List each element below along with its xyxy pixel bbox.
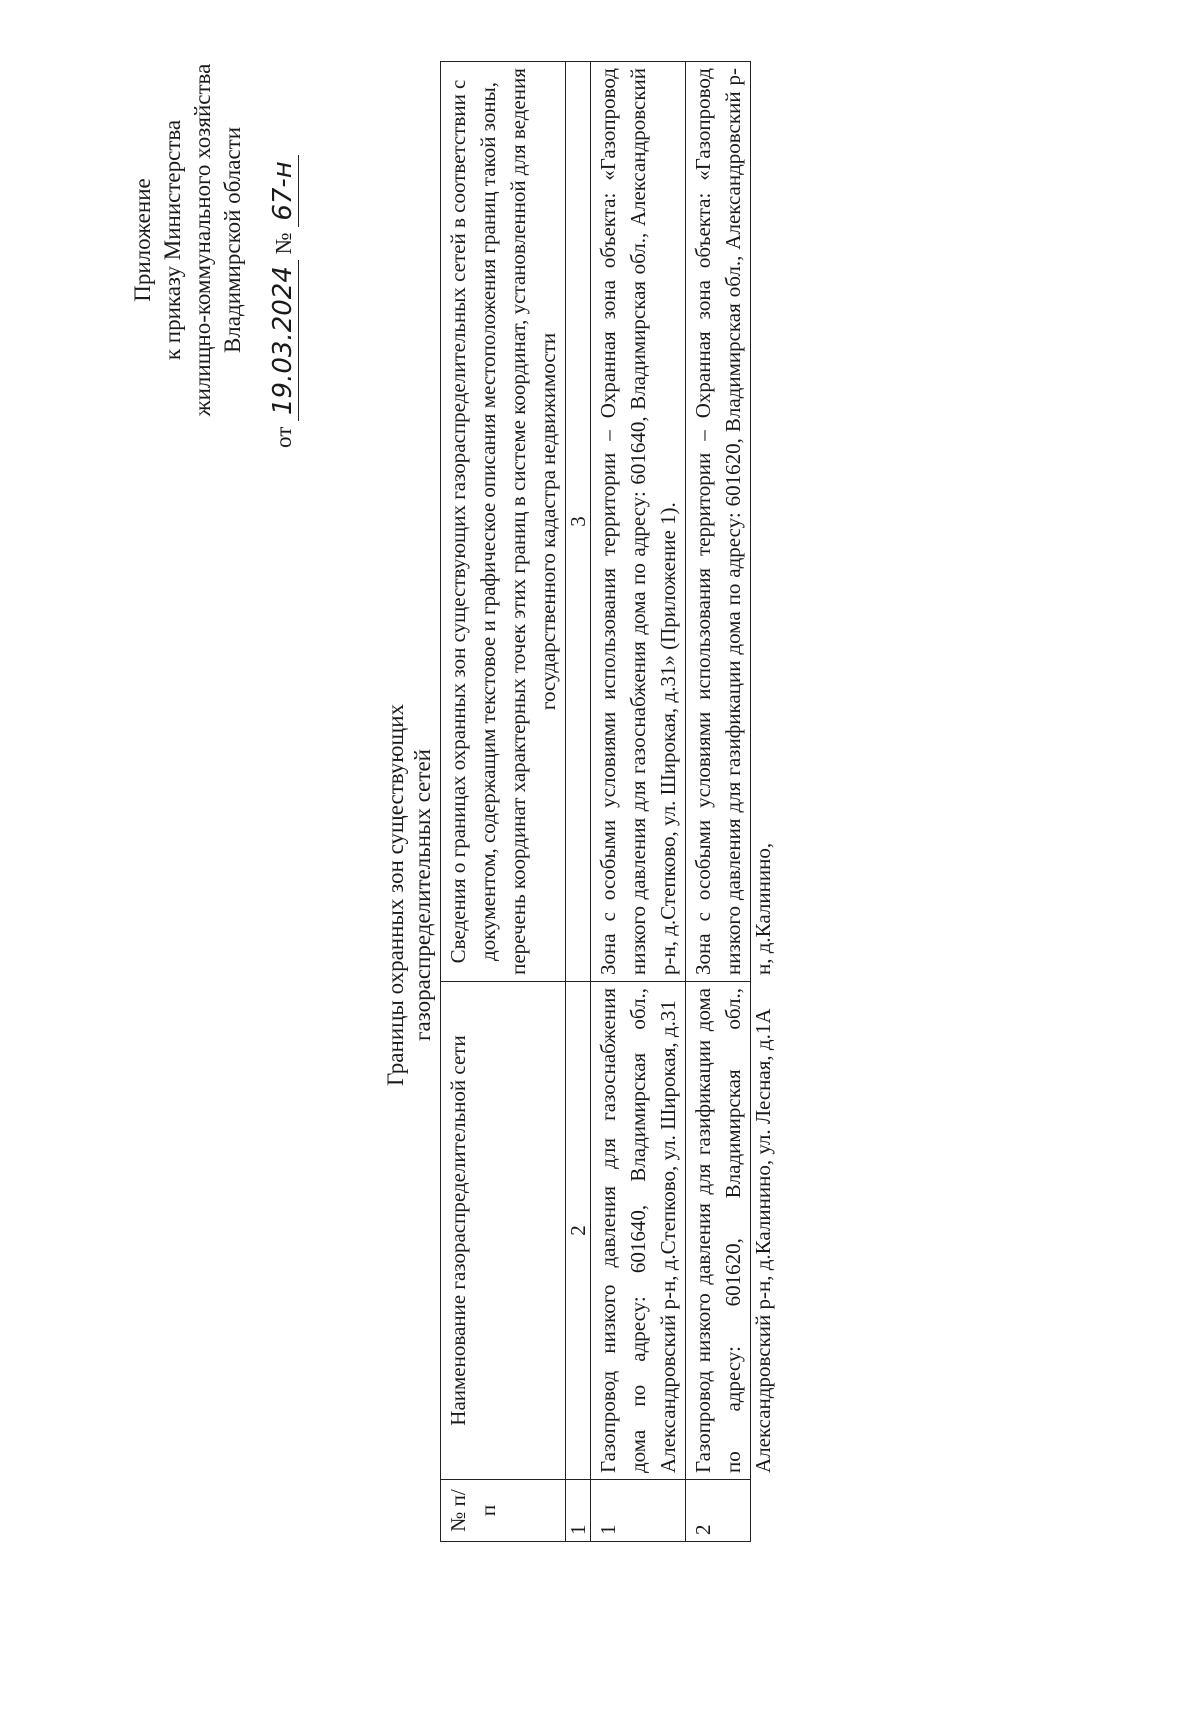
column-index: 1 [566, 1480, 591, 1542]
network-name-cell: Газопровод низкого давления для газоснабжения дома по адресу: 601640, Владимирская обл., Александровский р-н, д.Степково, ул. Широкая, д.31 [591, 982, 686, 1480]
zone-info-cell [686, 62, 775, 982]
appendix-label: Приложение [130, 178, 155, 302]
column-index: 3 [566, 62, 591, 982]
zones-table-wrapper [440, 62, 775, 1542]
title-line-2: газораспределительных сетей [410, 749, 435, 1041]
zones-table [440, 61, 775, 1542]
from-label: от [271, 426, 296, 448]
zone-info-cell: Зона с особыми условиями использования территории – Охранная зона объекта: «Газопровод низкого давления для газоснабжения дома по адресу: 601640, Владимирская обл., Александровский р-н, д.Степково, ул. Широкая, д.31» (Приложение 1). [591, 62, 686, 982]
number-label: № [271, 232, 296, 255]
header-network-name: Наименование газораспределительной сети [441, 982, 566, 1480]
header-zone-info: Сведения о границах охранных зон существующих газораспределительных сетей в соответствии с документом, содержащим текстовое и графическое описания местоположения границ такой зоны, перечень координат характерных точек этих границ в системе координат, установленной для ведения государственного кадастра недвижимости [441, 62, 566, 982]
row-number: 2 [686, 1480, 751, 1542]
header-number: № п/п [441, 1480, 566, 1542]
table-row [591, 62, 686, 1542]
row-number: 1 [591, 1480, 686, 1542]
column-index-row [566, 62, 591, 1542]
title-line-1: Границы охранных зон существующих [383, 703, 408, 1087]
network-name-cell [686, 982, 775, 1480]
table-header-row [441, 62, 566, 1542]
handwritten-number: 67-н [268, 155, 299, 226]
order-date-number [268, 18, 299, 448]
ministry-name: жилищно-коммунального хозяйства [190, 63, 215, 417]
table-row [686, 62, 751, 1542]
order-reference: к приказу Министерства [160, 119, 185, 361]
appendix-header [128, 30, 248, 450]
document-title [382, 410, 436, 1380]
column-index: 2 [566, 982, 591, 1480]
region-name: Владимирской области [220, 126, 245, 354]
zone-info-text: Зона с особыми условиями использования территории – Охранная зона объекта: «Газопровод низкого давления для газификации дома по адресу: 601620, Владимирская обл., Александровский р-н, д.Калинино, [691, 68, 775, 975]
network-name-text: Газопровод низкого давления для газификации дома по адресу: 601620, Владимирская обл., Александровский р-н, д.Калинино, ул. Лесная, д.1А [691, 988, 775, 1473]
handwritten-date: 19.03.2024 [268, 260, 299, 421]
